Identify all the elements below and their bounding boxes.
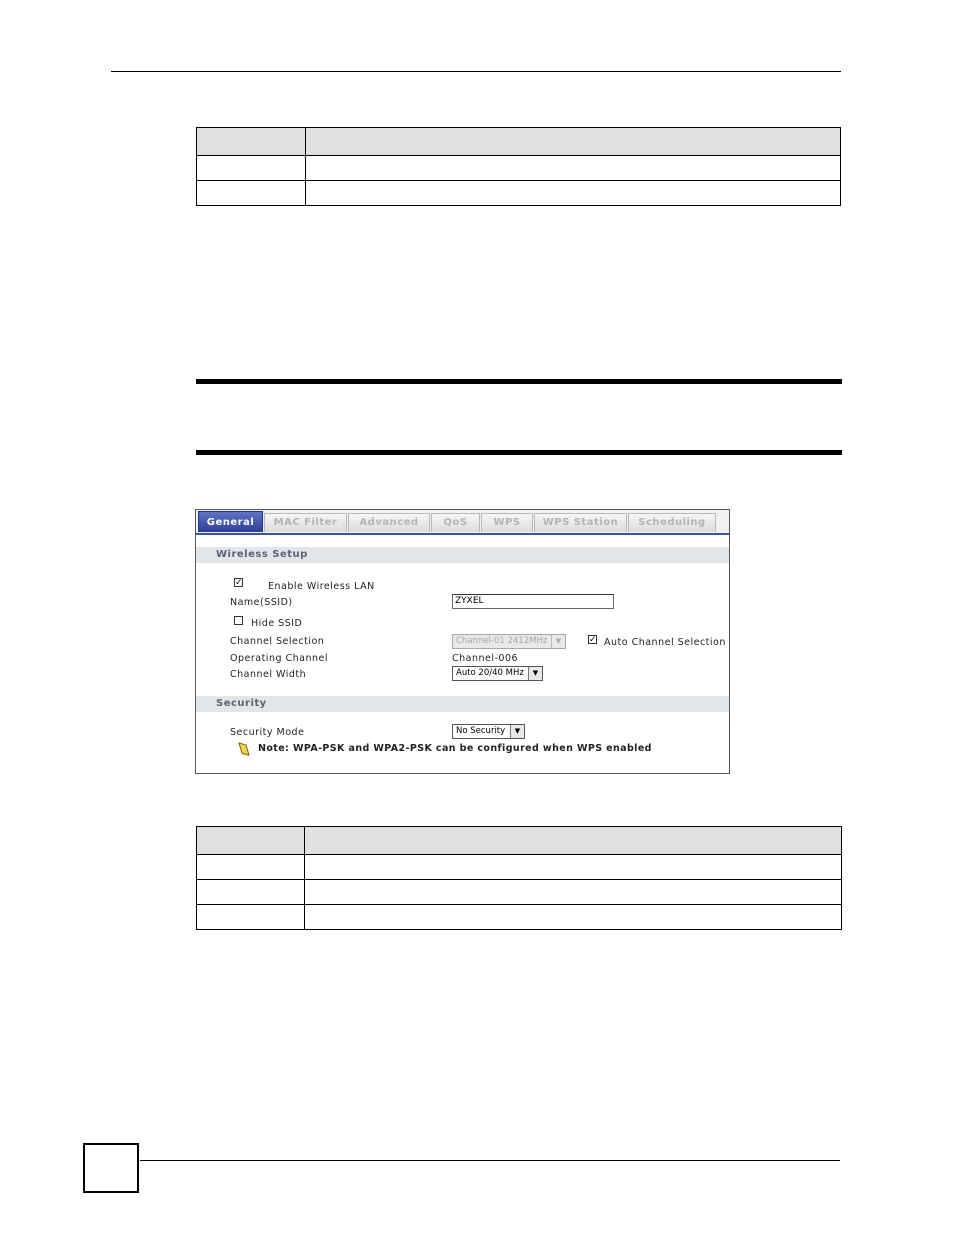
table-row	[197, 880, 842, 905]
chevron-down-icon: ▼	[551, 635, 565, 648]
table-row	[197, 905, 842, 930]
channel-selection-label: Channel Selection	[230, 636, 325, 647]
table-row	[197, 181, 841, 206]
page-number-box	[83, 1143, 139, 1193]
channel-width-select[interactable]	[452, 666, 543, 681]
table-header-row	[197, 128, 841, 156]
wireless-setup-section-title: Wireless Setup	[196, 547, 729, 563]
security-mode-label: Security Mode	[230, 727, 305, 738]
table-cell	[305, 827, 842, 855]
security-mode-select[interactable]	[452, 724, 525, 739]
ssid-label: Name(SSID)	[230, 597, 293, 608]
hide-ssid-label: Hide SSID	[251, 618, 303, 629]
auto-channel-checkbox[interactable]: ✓	[589, 635, 597, 645]
channel-width-value: Auto 20/40 MHz	[456, 668, 524, 678]
tab-qos[interactable]: QoS	[431, 513, 480, 532]
tab-bar	[196, 510, 729, 535]
tab-scheduling[interactable]: Scheduling	[628, 513, 716, 532]
auto-channel-label: Auto Channel Selection	[604, 637, 726, 648]
table-header-row	[197, 827, 842, 855]
channel-width-label: Channel Width	[230, 669, 307, 680]
table-cell	[306, 128, 841, 156]
table-cell	[306, 156, 841, 181]
table-cell	[197, 128, 306, 156]
operating-channel-value: Channel-006	[452, 653, 519, 664]
enable-wireless-checkbox[interactable]: ✓	[235, 578, 243, 588]
chevron-down-icon: ▼	[510, 725, 524, 738]
table-cell	[305, 880, 842, 905]
tab-mac-filter[interactable]: MAC Filter	[264, 513, 347, 532]
table-cell	[197, 855, 305, 880]
table-bottom	[196, 826, 842, 930]
table-cell	[305, 855, 842, 880]
enable-wireless-label: Enable Wireless LAN	[268, 581, 375, 592]
security-mode-value: No Security	[456, 726, 506, 736]
table-cell	[197, 880, 305, 905]
ssid-input[interactable]: ZYXEL	[452, 594, 614, 609]
table-row	[197, 156, 841, 181]
footer-rule	[140, 1160, 840, 1161]
channel-selection-value: Channel-01 2412MHz	[456, 636, 548, 646]
figure-title-rule-top	[196, 379, 842, 384]
operating-channel-label: Operating Channel	[230, 653, 329, 664]
channel-selection-select	[452, 634, 566, 649]
table-cell	[305, 905, 842, 930]
figure-title-rule-bottom	[196, 450, 842, 455]
tab-general[interactable]: General	[198, 511, 263, 532]
table-cell	[197, 156, 306, 181]
chevron-down-icon: ▼	[528, 667, 542, 680]
table-cell	[197, 905, 305, 930]
table-row	[197, 855, 842, 880]
table-cell	[306, 181, 841, 206]
tab-wps[interactable]: WPS	[481, 513, 533, 532]
hide-ssid-checkbox[interactable]	[234, 616, 243, 625]
header-rule	[111, 71, 841, 72]
tab-advanced[interactable]: Advanced	[348, 513, 430, 532]
note-icon	[238, 742, 250, 757]
wps-note: Note: WPA-PSK and WPA2-PSK can be configured when WPS enabled	[258, 743, 652, 754]
wireless-general-screenshot	[195, 509, 730, 774]
security-section-title: Security	[196, 696, 729, 712]
table-top	[196, 127, 841, 206]
table-cell	[197, 827, 305, 855]
tab-wps-station[interactable]: WPS Station	[534, 513, 627, 532]
table-cell	[197, 181, 306, 206]
